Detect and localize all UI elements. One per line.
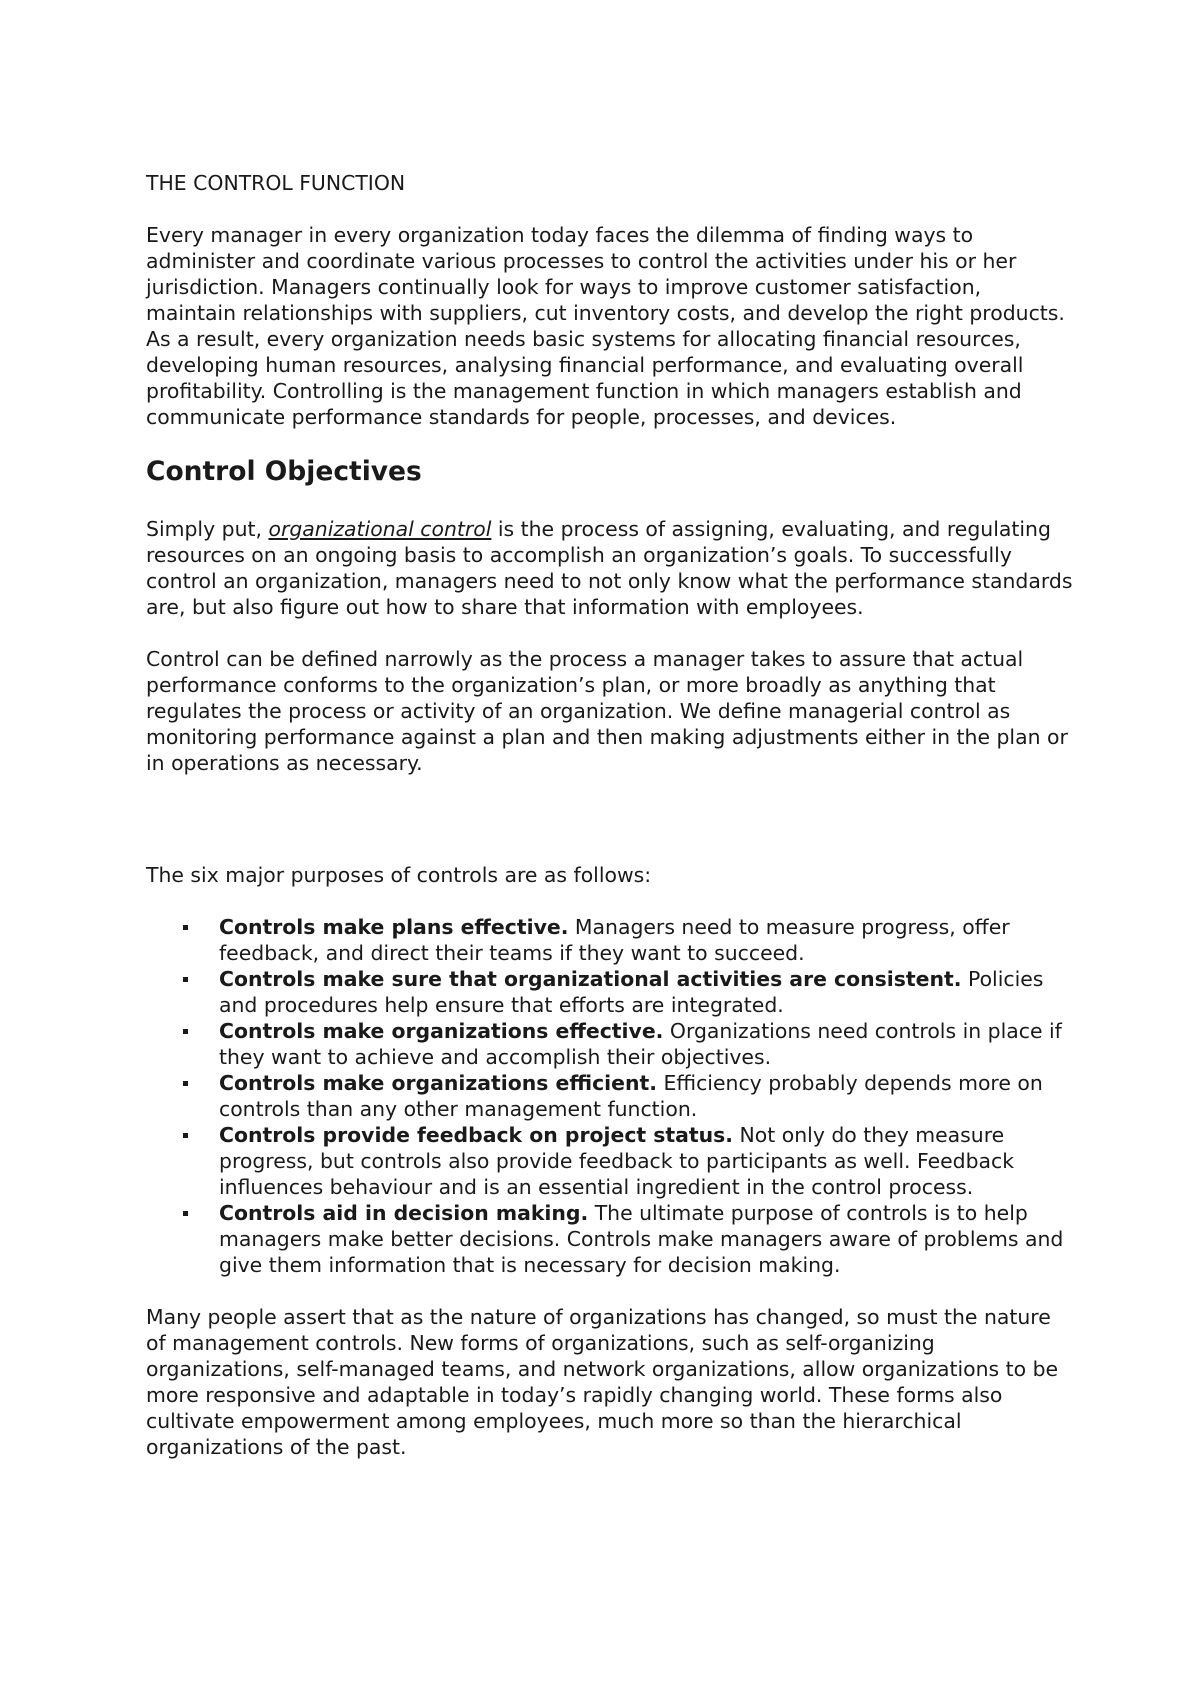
purpose-text: The ultimate purpose of controls is to help managers make better decisions. Controls make managers aware of problems and give them information that is necessary for decision making. bbox=[219, 1201, 1064, 1277]
document-title: THE CONTROL FUNCTION bbox=[146, 171, 406, 195]
definition-paragraph bbox=[146, 516, 1076, 620]
purpose-text: Organizations need controls in place if they want to achieve and accomplish their objectives. bbox=[219, 1019, 1062, 1069]
purpose-text: Efficiency probably depends more on controls than any other management function. bbox=[219, 1071, 1043, 1121]
document-page bbox=[146, 170, 1076, 1460]
definition-rest: is the process of assigning, evaluating, and regulating resources on an ongoing basis to accomplish an organization’s goals. To successfully control an organization, managers need to not only know what the performance standards are, but also figure out how to share that information with employees. bbox=[146, 517, 1073, 619]
square-bullet-icon bbox=[183, 925, 188, 930]
purpose-item bbox=[146, 914, 1076, 966]
purpose-item bbox=[146, 966, 1076, 1018]
purpose-item bbox=[146, 1122, 1076, 1200]
organizational-control-link[interactable]: organizational control bbox=[268, 517, 492, 541]
square-bullet-icon bbox=[183, 1133, 188, 1138]
square-bullet-icon bbox=[183, 1081, 188, 1086]
purpose-text: Managers need to measure progress, offer feedback, and direct their teams if they want to succeed. bbox=[219, 915, 1010, 965]
intro-paragraph: Every manager in every organization today faces the dilemma of finding ways to administer and coordinate various processes to control the activities under his or her jurisdiction. Managers continually look for ways to improve customer satisfaction, maintain relationships with suppliers, cut inventory costs, and develop the right products. As a result, every organization needs basic systems for allocating financial resources, developing human resources, analysing financial performance, and evaluating overall profitability. Controlling is the management function in which managers establish and communicate performance standards for people, processes, and devices. bbox=[146, 223, 1065, 429]
square-bullet-icon bbox=[183, 977, 188, 982]
purpose-text: Not only do they measure progress, but controls also provide feedback to participants as well. Feedback influences behaviour and is an essential ingredient in the control process. bbox=[219, 1123, 1015, 1199]
closing-paragraph: Many people assert that as the nature of organizations has changed, so must the nature of management controls. New forms of organizations, such as self-organizing organizations, self-managed teams, and network organizations, allow organizations to be more responsive and adaptable in today’s rapidly changing world. These forms also cultivate empowerment among employees, much more so than the hierarchical organizations of the past. bbox=[146, 1305, 1059, 1459]
purpose-title: Controls aid in decision making. bbox=[219, 1201, 589, 1225]
purpose-title: Controls make organizations effective. bbox=[219, 1019, 664, 1043]
control-definition-paragraph: Control can be defined narrowly as the process a manager takes to assure that actual performance conforms to the organization’s plan, or more broadly as anything that regulates the process or activity of an organization. We define managerial control as monitoring performance against a plan and then making adjustments either in the plan or in operations as necessary. bbox=[146, 647, 1068, 775]
square-bullet-icon bbox=[183, 1029, 188, 1034]
purpose-item bbox=[146, 1018, 1076, 1070]
purpose-item bbox=[146, 1070, 1076, 1122]
purpose-title: Controls make organizations efficient. bbox=[219, 1071, 658, 1095]
definition-prefix: Simply put, bbox=[146, 517, 269, 541]
purposes-intro: The six major purposes of controls are as follows: bbox=[146, 863, 652, 887]
purposes-list bbox=[146, 914, 1076, 1278]
purpose-title: Controls make sure that organizational activities are consistent. bbox=[219, 967, 962, 991]
purpose-title: Controls make plans effective. bbox=[219, 915, 569, 939]
purpose-text: Policies and procedures help ensure that efforts are integrated. bbox=[219, 967, 1044, 1017]
purpose-item bbox=[146, 1200, 1076, 1278]
section-heading: Control Objectives bbox=[146, 456, 422, 487]
purpose-title: Controls provide feedback on project status. bbox=[219, 1123, 734, 1147]
square-bullet-icon bbox=[183, 1211, 188, 1216]
